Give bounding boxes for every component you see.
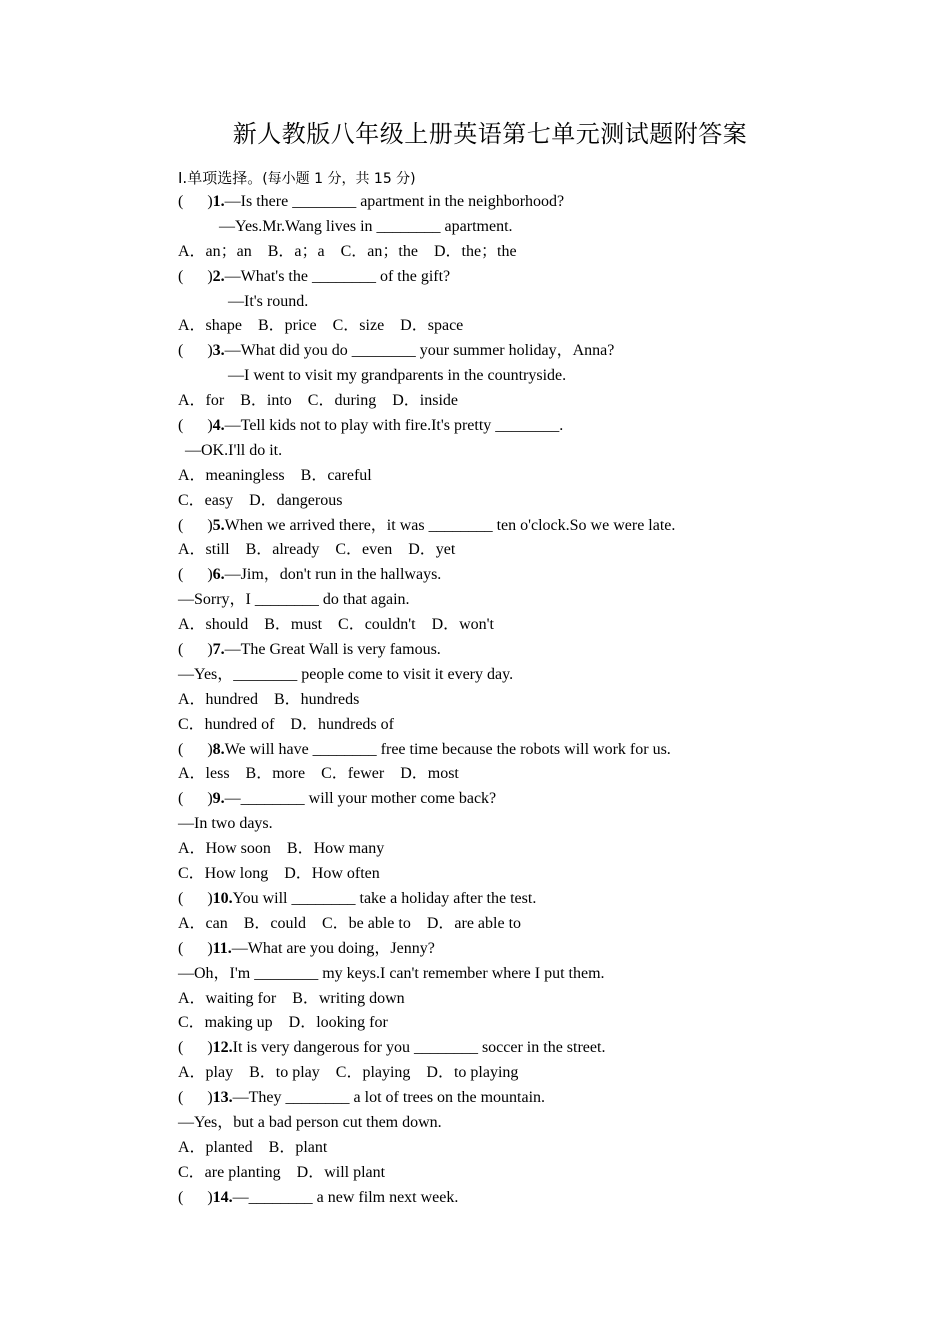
answer-options: C．How long D．How often <box>178 865 380 883</box>
answer-options: A．shape B．price C．size D．space <box>178 317 464 335</box>
answer-blank: ( ) <box>178 1188 213 1206</box>
question-line <box>178 738 878 763</box>
question-text: —Is there ________ apartment in the neighborhood? <box>224 193 565 210</box>
question-line <box>178 414 878 439</box>
question-number: 13. <box>212 1089 233 1107</box>
question-line <box>178 1036 878 1061</box>
question-number: 14. <box>212 1188 233 1206</box>
answer-options: C．are planting D．will plant <box>178 1163 386 1181</box>
answer-blank: ( ) <box>178 516 213 534</box>
answer-blank: ( ) <box>178 1089 213 1107</box>
question-number: 12. <box>212 1039 233 1057</box>
answer-blank: ( ) <box>178 790 213 808</box>
dialogue-line: —Oh，I'm ________ my keys.I can't remember where I put them. <box>178 964 605 982</box>
question-line <box>178 887 878 912</box>
answer-options: A．for B．into C．during D．inside <box>178 392 458 410</box>
answer-options: C．making up D．looking for <box>178 1014 388 1032</box>
answer-options: C．hundred of D．hundreds of <box>178 715 394 733</box>
question-number: 6. <box>212 566 225 584</box>
answer-options: A．should B．must C．couldn't D．won't <box>178 616 495 634</box>
answer-blank: ( ) <box>178 566 213 584</box>
dialogue-line: —Yes，________ people come to visit it every day. <box>178 665 514 683</box>
question-line <box>178 937 878 962</box>
answer-blank: ( ) <box>178 342 213 360</box>
section-heading <box>178 166 416 192</box>
question-number: 8. <box>212 740 225 758</box>
dialogue-line: —Sorry，I ________ do that again. <box>178 591 410 609</box>
dialogue-line: —Yes.Mr.Wang lives in ________ apartment. <box>219 217 513 235</box>
dialogue-line: —Yes，but a bad person cut them down. <box>178 1113 442 1131</box>
question-number: 1. <box>212 193 225 210</box>
question-line <box>178 514 878 539</box>
answer-options: A．planted B．plant <box>178 1138 328 1156</box>
question-list <box>178 190 878 1211</box>
question-line <box>178 190 878 215</box>
question-number: 4. <box>212 417 225 435</box>
question-number: 9. <box>212 790 225 808</box>
question-text: —________ a new film next week. <box>232 1188 459 1206</box>
question-text: —What's the ________ of the gift? <box>224 267 451 285</box>
answer-blank: ( ) <box>178 889 213 907</box>
question-number: 5. <box>212 516 225 534</box>
dialogue-line: —OK.I'll do it. <box>185 441 283 459</box>
section-heading-label: Ⅰ.单项选择。 <box>178 169 263 187</box>
answer-options: A．still B．already C．even D．yet <box>178 541 456 559</box>
answer-blank: ( ) <box>178 267 213 285</box>
question-text: —What are you doing，Jenny? <box>231 939 435 957</box>
question-text: —The Great Wall is very famous. <box>224 641 441 659</box>
question-line <box>178 1186 878 1211</box>
dialogue-line: —It's round. <box>228 292 309 310</box>
question-text: —Jim，don't run in the hallways. <box>224 566 442 584</box>
question-text: We will have ________ free time because the robots will work for us. <box>224 740 671 758</box>
page-title: 新人教版八年级上册英语第七单元测试题附答案 <box>232 120 748 148</box>
question-line <box>178 265 878 290</box>
question-line <box>178 787 878 812</box>
section-heading-note: (每小题 1 分，共 15 分) <box>262 171 416 187</box>
question-text: It is very dangerous for you ________ soccer in the street. <box>232 1039 606 1057</box>
answer-options: A．meaningless B．careful <box>178 466 372 484</box>
question-text: —Tell kids not to play with fire.It's pretty ________. <box>224 417 564 435</box>
answer-options: A．play B．to play C．playing D．to playing <box>178 1064 519 1082</box>
answer-options: A．hundred B．hundreds <box>178 690 360 708</box>
answer-options: A．waiting for B．writing down <box>178 989 405 1007</box>
question-line <box>178 638 878 663</box>
question-text: —They ________ a lot of trees on the mountain. <box>232 1089 546 1107</box>
question-number: 7. <box>212 641 225 659</box>
question-text: —________ will your mother come back? <box>224 790 497 808</box>
answer-options: A．can B．could C．be able to D．are able to <box>178 914 522 932</box>
answer-blank: ( ) <box>178 641 213 659</box>
question-number: 11. <box>212 939 232 957</box>
answer-blank: ( ) <box>178 939 213 957</box>
answer-options: A．less B．more C．fewer D．most <box>178 765 459 783</box>
question-text: —What did you do ________ your summer holiday，Anna? <box>224 342 615 360</box>
question-line <box>178 339 878 364</box>
answer-blank: ( ) <box>178 740 213 758</box>
dialogue-line: —In two days. <box>178 815 273 833</box>
answer-options: C．easy D．dangerous <box>178 491 343 509</box>
question-number: 10. <box>212 889 233 907</box>
question-text: When we arrived there，it was ________ ten o'clock.So we were late. <box>224 516 676 534</box>
question-number: 3. <box>212 342 225 360</box>
answer-options: A．How soon B．How many <box>178 840 385 858</box>
answer-blank: ( ) <box>178 193 213 210</box>
answer-blank: ( ) <box>178 1039 213 1057</box>
question-number: 2. <box>212 267 225 285</box>
question-line <box>178 1086 878 1111</box>
dialogue-line: —I went to visit my grandparents in the countryside. <box>228 367 567 385</box>
question-text: You will ________ take a holiday after the test. <box>232 889 537 907</box>
answer-blank: ( ) <box>178 417 213 435</box>
answer-options: A．an；an B．a；a C．an；the D．the；the <box>178 242 517 260</box>
question-line <box>178 563 878 588</box>
